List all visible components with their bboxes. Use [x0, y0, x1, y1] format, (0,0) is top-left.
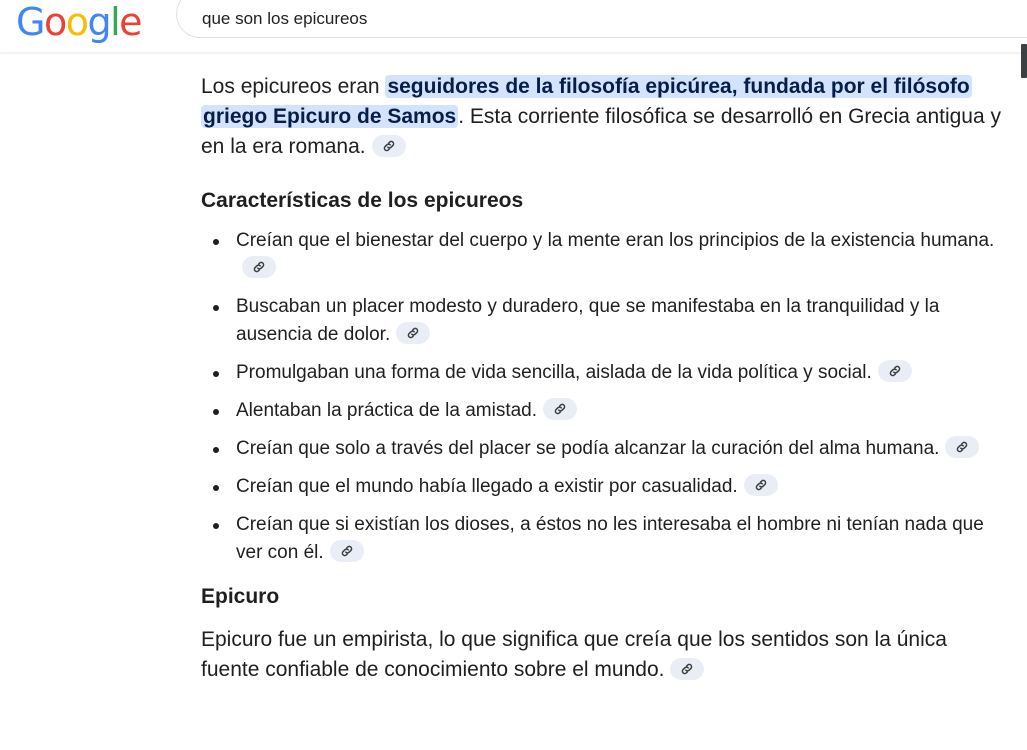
source-link-chip[interactable] — [396, 322, 430, 344]
link-icon — [553, 402, 567, 416]
link-icon — [382, 139, 396, 153]
highlighted-answer: seguidores de la filosofía epicúrea, fundada por el filósofo griego Epicuro de Samos — [203, 75, 970, 128]
source-link-chip[interactable] — [543, 398, 577, 420]
source-link-chip[interactable] — [670, 658, 704, 680]
list-item — [201, 397, 1001, 425]
section-heading-caracteristicas: Características de los epicureos — [201, 189, 524, 212]
link-icon — [680, 662, 694, 676]
list-item-text: Creían que el bienestar del cuerpo y la mente eran los principios de la existencia humana. — [236, 230, 995, 251]
link-icon — [340, 544, 354, 558]
bullet — [213, 371, 219, 377]
ai-overview-content — [201, 72, 1001, 685]
source-link-chip[interactable] — [372, 135, 406, 157]
scrollbar-thumb[interactable] — [1021, 44, 1027, 78]
list-item — [201, 293, 1001, 349]
source-link-chip[interactable] — [744, 474, 778, 496]
epicuro-paragraph — [201, 625, 1001, 685]
bullet — [213, 409, 219, 415]
source-link-chip[interactable] — [878, 360, 912, 382]
list-item-text: Creían que el mundo había llegado a existir por casualidad. — [236, 476, 738, 497]
logo-letter: l — [110, 0, 120, 44]
link-icon — [252, 260, 266, 274]
list-item — [201, 359, 1001, 387]
intro-paragraph — [201, 72, 1001, 162]
logo-letter: o — [65, 0, 88, 44]
bullet — [213, 523, 219, 529]
bullet — [213, 239, 219, 245]
list-item — [201, 473, 1001, 501]
list-item-text: Promulgaban una forma de vida sencilla, aislada de la vida política y social. — [236, 362, 872, 383]
source-link-chip[interactable] — [242, 256, 276, 278]
link-icon — [955, 440, 969, 454]
bullet — [213, 485, 219, 491]
list-item-text: Alentaban la práctica de la amistad. — [236, 400, 538, 421]
list-item-text: Buscaban un placer modesto y duradero, que se manifestaba en la tranquilidad y la ausencia de dolor. — [236, 296, 940, 345]
characteristics-list — [201, 227, 1001, 567]
logo-letter: o — [43, 0, 66, 44]
logo-letter: g — [87, 0, 111, 44]
google-logo[interactable] — [16, 0, 141, 44]
logo-letter: G — [16, 0, 44, 44]
list-item-text: Creían que solo a través del placer se podía alcanzar la curación del alma humana. — [236, 438, 940, 459]
source-link-chip[interactable] — [945, 436, 979, 458]
section-heading-epicuro: Epicuro — [201, 585, 280, 608]
epicuro-text: Epicuro fue un empirista, lo que significa que creía que los sentidos son la única fuente confiable de conocimiento sobre el mundo. — [201, 628, 947, 681]
link-icon — [888, 364, 902, 378]
bullet — [213, 447, 219, 453]
link-icon — [754, 478, 768, 492]
search-input[interactable]: que son los epicureos — [202, 9, 368, 28]
search-header — [0, 0, 1027, 52]
intro-text-after: . Esta corriente filosófica se desarrolló en Grecia antigua y en la era romana. — [201, 105, 1002, 158]
link-icon — [406, 326, 420, 340]
intro-text-before: Los epicureos eran — [201, 75, 386, 98]
list-item — [201, 511, 1001, 567]
list-item-text: Creían que si existían los dioses, a éstos no les interesaba el hombre ni tenían nada que ver con él. — [236, 514, 984, 563]
source-link-chip[interactable] — [330, 540, 364, 562]
bullet — [213, 305, 219, 311]
list-item — [201, 435, 1001, 463]
list-item — [201, 227, 1001, 283]
logo-letter: e — [119, 0, 142, 44]
